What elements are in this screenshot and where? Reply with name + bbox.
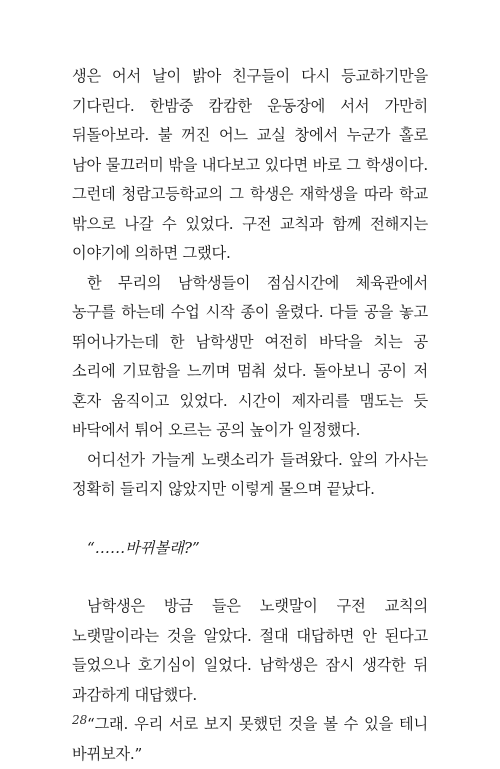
paragraph-song: 어디선가 가늘게 노랫소리가 들려왔다. 앞의 가사는 정확히 들리지 않았지만 이렇게 물으며 끝났다. [72,450,428,498]
page-number: 28 [72,713,88,727]
paragraph-continued: 생은 어서 날이 밝아 친구들이 다시 등교하기만을 기다린다. 한밤중 캄캄한 운동장에 서서 가만히 뒤돌아보라. 불 꺼진 어느 교실 창에서 누군가 홀로 남아 물끄러미 밖을 내다보고 있다면 바로 그 학생이다. 그런데 청람고등학교의 그 학생은 재학생을 따라 학교 밖으로 나갈 수 있었다. 구전 교칙과 함께 전해지는 이야기에 의하면 그랬다. [72,67,428,262]
page-body [72,62,428,769]
song-lyric-block [72,505,428,593]
paragraph-answer: “그래. 우리 서로 보지 못했던 것을 볼 수 있을 테니 바뀌보자.” [72,715,428,763]
paragraph-realization: 남학생은 방금 들은 노랫말이 구전 교칙의 노랫말이라는 것을 알았다. 절대 대답하면 안 된다고 들었으나 호기심이 일었다. 남학생은 잠시 생각한 뒤 과감하게 대답했다. [72,597,428,704]
paragraph-basketball: 한 무리의 남학생들이 점심시간에 체육관에서 농구를 하는데 수업 시작 종이 울렸다. 다들 공을 놓고 뛰어나가는데 한 남학생만 여전히 바닥을 치는 공 소리에 기묘함을 느끼며 멈춰 섰다. 돌아보니 공이 저 혼자 움직이고 있었다. 시간이 제자리를 맴도는 듯 바닥에서 튀어 오르는 공의 높이가 일정했다. [72,273,428,439]
song-lyric-line: “……바뀌볼래?” [87,538,200,557]
